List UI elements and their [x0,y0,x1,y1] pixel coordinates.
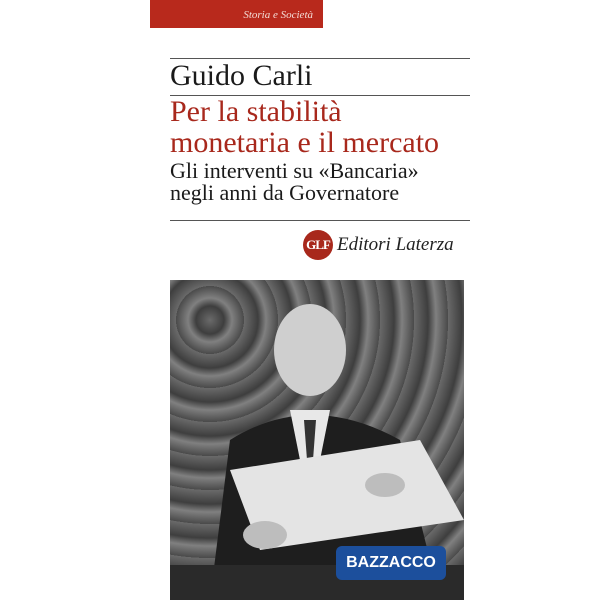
subtitle-line: negli anni da Governatore [170,180,400,205]
title-line: monetaria e il mercato [170,126,440,159]
series-label: Storia e Società [243,9,313,21]
book-subtitle [170,160,419,204]
publisher-name: Editori Laterza [337,234,454,255]
seller-badge: BAZZACCO [336,546,446,580]
title-line: Per la stabilità [170,95,342,128]
publisher-logo [303,230,454,260]
author-name: Guido Carli [170,59,313,92]
series-banner [150,0,323,28]
divider [170,220,470,221]
glf-logo-icon: GLF [303,230,333,260]
book-title [170,96,439,158]
subtitle-line: Gli interventi su «Bancaria» [170,158,419,183]
